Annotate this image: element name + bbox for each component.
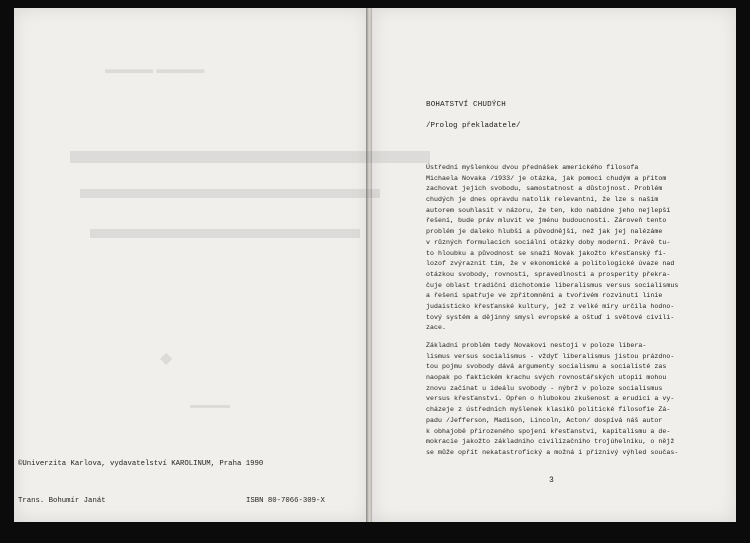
imprint-isbn: ISBN 80-7066-309-X (246, 497, 325, 505)
bleed-through-title-line-1: ▬▬▬▬▬▬▬▬▬ (70, 128, 430, 172)
text-line: čuje oblast tradiční dichotomie liberalismus versus socialismus (426, 281, 679, 289)
imprint-copyright: ©Univerzita Karlova, vydavatelství KAROLINUM, Praha 1990 (18, 460, 264, 468)
left-page (14, 8, 368, 522)
text-line: problém je daleko hlubší a původnější, než jak jej nalézáme (426, 228, 663, 236)
text-line: zachovat jejich svobodu, samostatnost a důstojnost. Problém (426, 185, 663, 193)
text-line: cházeje z ústředních myšlenek klasiků politické filosofie Zá- (426, 406, 671, 414)
text-line: se může opřít nekatastrofický a možná i příznivý výhled součas- (426, 448, 679, 456)
text-line: Ústřední myšlenkou dvou přednášek amerického filosofa (426, 164, 639, 171)
text-line: otázkou svobody, rovnosti, spravedlnosti a prosperity překra- (426, 270, 671, 278)
text-line: chudých je dnes opravdu natolik relevantní, že lze s naším (426, 196, 659, 204)
bleed-through-emblem: ◆ (160, 350, 173, 367)
text-line: řešení, bude práv mluvit ve jménu budoucnosti. Zároveň tento (426, 217, 667, 225)
text-line: versus křesťanství. Opřen o hlubokou zkušenost a erudici a vy- (426, 395, 675, 403)
chapter-subheading: /Prolog překladatele/ (426, 122, 521, 130)
text-line: judaisticko křesťanské kultury, jež z velké míry určila hodno- (426, 302, 675, 310)
paragraph-gap (426, 334, 731, 341)
imprint-translator: Trans. Bohumír Janát (18, 497, 106, 505)
bleed-through-author: ▬▬▬▬ ▬▬▬▬ (105, 62, 205, 76)
page-number: 3 (549, 476, 554, 485)
imprint (18, 434, 325, 520)
text-line: autorem souhlasit v názoru, že ten, kdo nabídne jeho nejlepší (426, 206, 671, 214)
bleed-through-title-line-3: ▬▬▬▬▬▬▬▬▬ (90, 212, 360, 245)
text-line: tový systém a dějinný smysl evropské a oštuď i světové civili- (426, 313, 675, 321)
text-line: Michaela Novaka /1933/ je otázka, jak pomoci chudým a přitom (426, 174, 667, 182)
text-line: to hloubku a původnost se snaží Novak jakožto křesťanský fi- (426, 249, 667, 257)
chapter-heading: BOHATSTVÍ CHUDÝCH (426, 101, 506, 109)
bleed-through-title-line-2: ▬▬▬▬▬▬▬▬▬▬ (80, 172, 380, 205)
text-line: mokracie jakožto základního civilizačního trojúhelníku, o nějž (426, 438, 675, 446)
bleed-through-small: ▬▬▬▬ (190, 400, 230, 411)
text-line: k obhajobě přirozeného spojení křesťanství, kapitalismu a de- (426, 427, 671, 435)
text-line: naopak po faktickém krachu svých rovnostářských utopií mohou (426, 374, 667, 382)
text-line: tou pojmu svobody dává argumenty socialismu a socialisté zas (426, 363, 667, 371)
text-line: zace. (426, 324, 447, 332)
text-line: v různých formulacích sociální otázky doby moderní. Právě tu- (426, 238, 671, 246)
text-line: padu /Jefferson, Madison, Lincoln, Acton/ dospívá náš autor (426, 416, 663, 424)
body-text (426, 163, 731, 459)
text-line: lozof zvýraznit tím, že v ekonomické a politologické úvaze nad (426, 260, 675, 268)
text-line: znovu začínat u ideálu svobody - nýbrž v poloze socialismus (426, 384, 663, 392)
text-line: Základní problém tedy Novakovi nestojí v poloze libera- (426, 342, 647, 349)
text-line: lismus versus socialismus - vždyť liberalismus jistou prázdno- (426, 352, 675, 360)
text-line: a řešení spatřuje ve zpřítomnění a tvořivém rozvinutí linie (426, 292, 663, 300)
